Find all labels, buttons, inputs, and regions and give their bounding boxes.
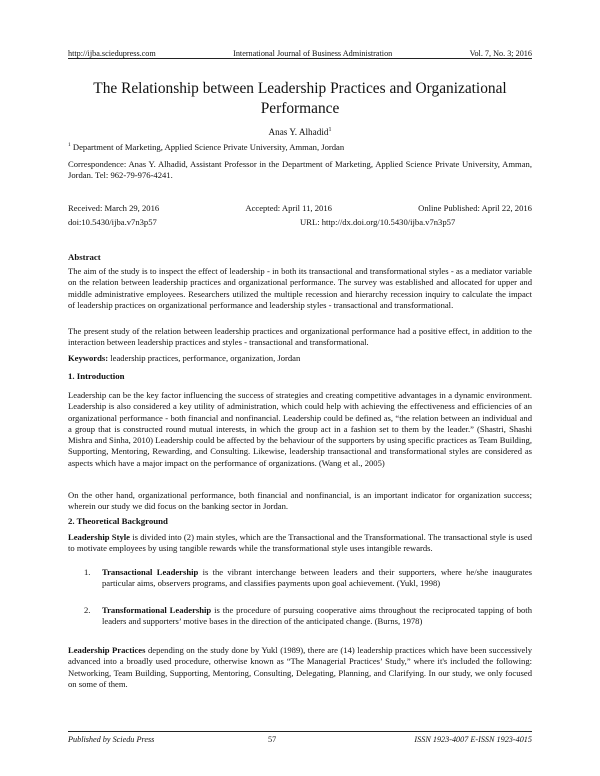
list-item-body <box>102 567 532 590</box>
theory-paragraph-2 <box>68 645 532 690</box>
keywords-text: leadership practices, performance, organization, Jordan <box>108 353 301 363</box>
affiliation <box>68 140 532 153</box>
received-date: Received: March 29, 2016 <box>68 203 160 213</box>
doi-url[interactable]: URL: http://dx.doi.org/10.5430/ijba.v7n3p57 <box>300 217 456 227</box>
list-item-number: 1. <box>84 567 91 577</box>
volume-info: Vol. 7, No. 3; 2016 <box>469 49 532 58</box>
author-line <box>0 127 600 137</box>
abstract-paragraph-2: The present study of the relation between leadership practices and organizational performance had a positive effect, in addition to the interaction between leadership practices and styles - transactional and transformational. <box>68 326 532 348</box>
running-header <box>68 44 532 58</box>
list-item <box>84 605 532 628</box>
journal-name: International Journal of Business Administration <box>233 49 393 58</box>
running-footer <box>68 735 532 744</box>
leadership-style-text: is divided into (2) main styles, which are the Transactional and the Transformational. The transactional style is used to motivate employees by using tangible rewards while the transformational style uses intangible rewards. <box>68 532 532 554</box>
theory-paragraph-1 <box>68 532 532 555</box>
author-name: Anas Y. Alhadid <box>268 127 329 138</box>
list-item-term: Transactional Leadership <box>102 567 199 577</box>
list-item-text: is the vibrant interchange between leaders and their supporters, where he/she inaugurates particular aims, observers programs, and classifies payments upon goal achievement. (Yukl, 1998) <box>102 567 532 589</box>
list-item-number: 2. <box>84 605 91 615</box>
list-item-term: Transformational Leadership <box>102 605 212 615</box>
author-sup: 1 <box>328 127 332 133</box>
published-date: Online Published: April 22, 2016 <box>418 203 532 213</box>
list-item-text: is the procedure of pursuing cooperative aims throughout the reciprocated tapping of both leaders and supporters’ motive bases in the direction of the anticipated change. (Burns, 1978) <box>102 605 532 627</box>
list-item-body <box>102 605 532 628</box>
abstract-heading: Abstract <box>68 252 101 262</box>
keywords <box>68 353 532 364</box>
journal-url[interactable]: http://ijba.sciedupress.com <box>68 49 156 58</box>
doi: doi:10.5430/ijba.v7n3p57 <box>68 217 157 227</box>
header-rule <box>68 58 532 59</box>
introduction-heading: 1. Introduction <box>68 371 125 381</box>
keywords-label: Keywords: <box>68 353 109 363</box>
footer-rule <box>68 731 532 732</box>
paper-title: The Relationship between Leadership Practices and Organizational Performance <box>93 80 507 117</box>
publisher: Published by Sciedu Press <box>68 735 155 744</box>
theory-heading: 2. Theoretical Background <box>68 516 168 526</box>
affiliation-sup: 1 <box>68 142 71 148</box>
introduction-paragraph-2: On the other hand, organizational performance, both financial and nonfinancial, is an important indicator for organization success; wherein our study we did focus on the banking sector in Jordan. <box>68 490 532 512</box>
list-item <box>84 567 532 590</box>
abstract-paragraph-1: The aim of the study is to inspect the effect of leadership - in both its transactional and transformational styles - as a mediator variable on the relation between leadership practices and organizational performance. The survey was established and allocated for upper and middle administrative employees. Researchers utilized the multiple recession and hierarchy recession inquiry to calculate the impact of leadership practices on organizational performance and leadership styles - transactional and transformational. <box>68 266 532 310</box>
introduction-paragraph-1: Leadership can be the key factor influencing the success of strategies and creating competitive advantages in a dynamic environment. Leadership is also considered a key utility of administration, which could help with achieving the effectiveness and efficiencies of an organizational performance - both financial and nonfinancial. Leadership could be defined as, “the relation between an individual and a group that is constructed round mutual interests, in which the group act in a fashion set to them by the leader.” (Shastri, Shashi Mishra and Sinha, 2010) Leadership could be affected by the behaviour of the supporters by using specific practices as Team Building, Supporting, Mentoring, Rewarding, and Consulting. Likewise, leadership transactional and transformational styles are considered as aspects which have a major impact on the performance of organizations. (Wang et al., 2005) <box>68 390 532 468</box>
page-number: 57 <box>268 735 277 744</box>
leadership-practices-term: Leadership Practices <box>68 645 146 655</box>
doi-row <box>68 217 532 227</box>
accepted-date: Accepted: April 11, 2016 <box>245 203 332 213</box>
issn: ISSN 1923-4007 E-ISSN 1923-4015 <box>414 735 532 744</box>
dates-row <box>68 203 532 213</box>
leadership-practices-text: depending on the study done by Yukl (1989), there are (14) leadership practices which have been successively advanced into a broadly used procedure, otherwise known as “The Managerial Practices’ Study,” where it's included the following: Networking, Team Building, Supporting, Mentoring, Consulting, Delegating, Planning, and Clarifying. In our study, we only focused on some of them. <box>68 645 533 689</box>
correspondence: Correspondence: Anas Y. Alhadid, Assistant Professor in the Department of Marketing, Applied Science Private University, Amman, Jordan. Tel: 962-79-976-4241. <box>68 159 532 181</box>
leadership-style-term: Leadership Style <box>68 532 130 542</box>
affiliation-text: Department of Marketing, Applied Science Private University, Amman, Jordan <box>70 141 345 152</box>
